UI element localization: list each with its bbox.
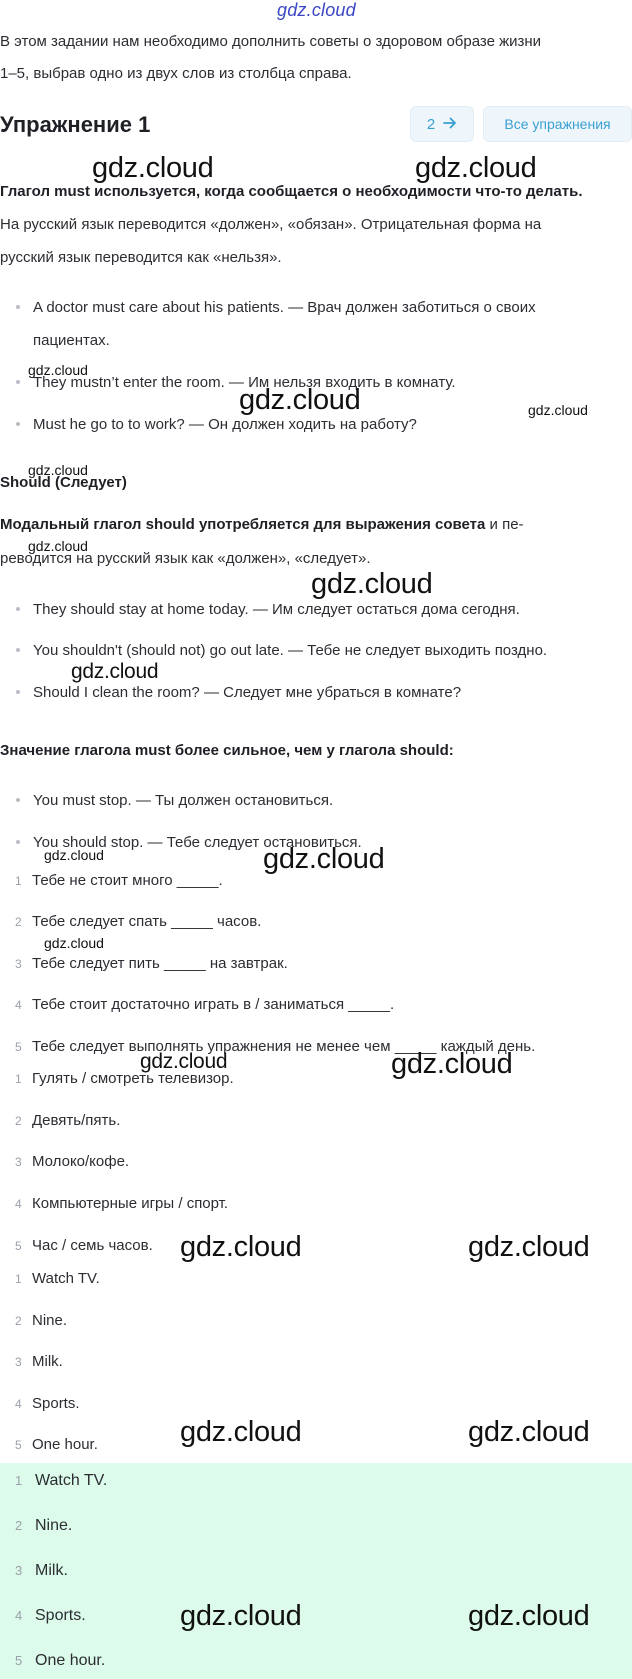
- bullet-dot: [16, 305, 20, 309]
- must-text-1: На русский язык переводится «должен», «обязан». Отрицательная форма на: [0, 216, 542, 233]
- list-item: They should stay at home today. — Им следует остаться дома сегодня.: [16, 600, 520, 620]
- should-rule-line-2: реводится на русский язык как «должен», «следует».: [0, 550, 371, 567]
- list-item: You must stop. — Ты должен остановиться.: [16, 791, 333, 811]
- arrow-right-icon: [443, 116, 457, 133]
- watermark: gdz.cloud: [71, 660, 159, 683]
- final-answer-box: [0, 1463, 632, 1679]
- watermark: gdz.cloud: [92, 152, 214, 184]
- watermark: gdz.cloud: [528, 402, 588, 418]
- watermark: gdz.cloud: [391, 1048, 513, 1080]
- watermark: gdz.cloud: [239, 384, 361, 416]
- next-exercise-label: 2: [426, 115, 436, 133]
- watermark: gdz.cloud: [140, 1050, 228, 1073]
- compare-heading: Значение глагола must более сильное, чем у глагола should:: [0, 742, 454, 759]
- list-item: You shouldn't (should not) go out late. — Тебе не следует выходить поздно.: [16, 641, 547, 661]
- bullet-dot: [16, 840, 20, 844]
- all-exercises-button[interactable]: Все упражнения: [483, 106, 632, 142]
- next-exercise-button[interactable]: [410, 106, 474, 142]
- bullet-dot: [16, 798, 20, 802]
- exercise-header: [0, 104, 632, 144]
- should-heading: Should (Следует): [0, 474, 127, 491]
- bullet-dot: [16, 422, 20, 426]
- list-item: They mustn’t enter the room. — Им нельзя входить в комнату.: [16, 373, 456, 393]
- watermark: gdz.cloud: [44, 935, 104, 951]
- watermark: gdz.cloud: [263, 843, 385, 875]
- watermark: gdz.cloud: [415, 152, 537, 184]
- watermark: gdz.cloud: [28, 362, 88, 378]
- bullet-dot: [16, 648, 20, 652]
- watermark: gdz.cloud: [180, 1416, 302, 1448]
- watermark: gdz.cloud: [468, 1231, 590, 1263]
- intro-line-1: В этом задании нам необходимо дополнить советы о здоровом образе жизни: [0, 33, 542, 50]
- list-item: Should I clean the room? — Следует мне убраться в комнате?: [16, 683, 461, 703]
- must-rule: Глагол must используется, когда сообщается о необходимости что-то делать.: [0, 183, 583, 200]
- intro-line-2: 1–5, выбрав одно из двух слов из столбца справа.: [0, 65, 352, 82]
- watermark: gdz.cloud: [44, 847, 104, 863]
- bullet-dot: [16, 690, 20, 694]
- watermark: gdz.cloud: [468, 1600, 590, 1632]
- watermark: gdz.cloud: [468, 1416, 590, 1448]
- bullet-dot: [16, 380, 20, 384]
- watermark: gdz.cloud: [28, 462, 88, 478]
- watermark: gdz.cloud: [28, 538, 88, 554]
- list-item: A doctor must care about his patients. — Врач должен заботиться о своих: [16, 298, 536, 318]
- must-text-2: русский язык переводится как «нельзя».: [0, 249, 282, 266]
- list-item: You should stop. — Тебе следует остановиться.: [16, 833, 362, 853]
- watermark: gdz.cloud: [180, 1600, 302, 1632]
- should-rule-line-1: Модальный глагол should употребляется для выражения совета и пе-: [0, 516, 524, 533]
- watermark: gdz.cloud: [311, 568, 433, 600]
- list-item: Must he go to to work? — Он должен ходить на работу?: [16, 415, 417, 435]
- bullet-dot: [16, 607, 20, 611]
- watermark: gdz.cloud: [180, 1231, 302, 1263]
- exercise-title: Упражнение 1: [0, 112, 151, 137]
- list-item-continuation: пациентах.: [33, 332, 110, 349]
- header-watermark: gdz.cloud: [277, 0, 356, 20]
